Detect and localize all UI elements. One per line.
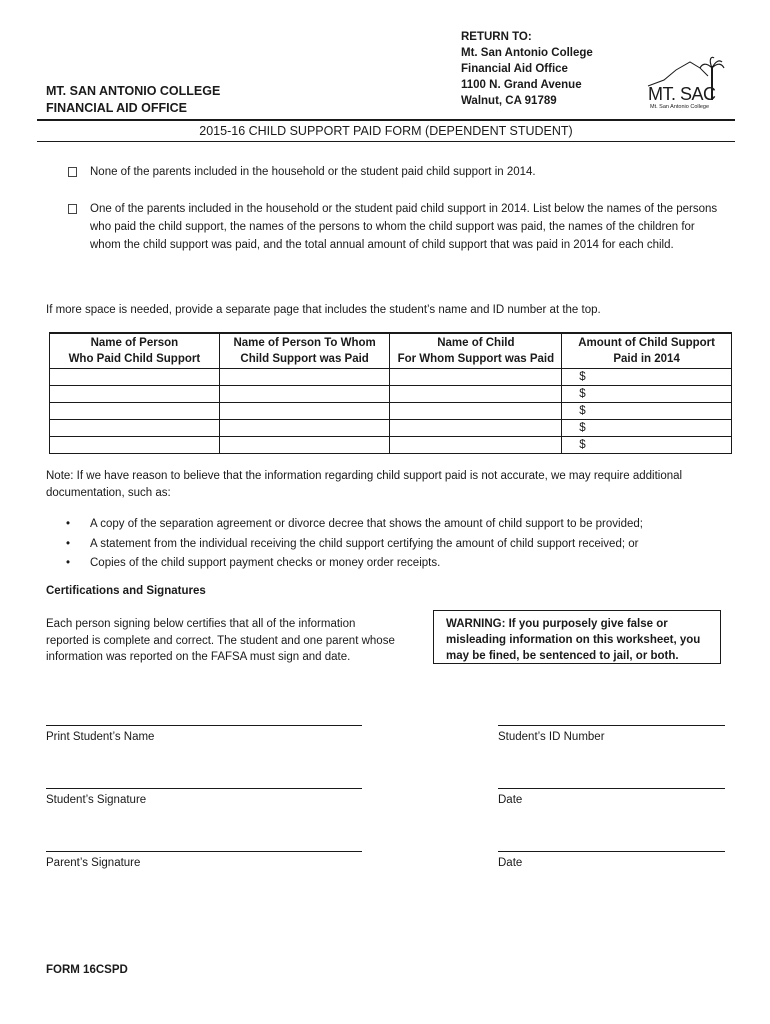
certifications-text: Each person signing below certifies that all of the information reported is complete and correct. The student and one parent whose information was reported on the FAFSA must sign and date. [46,618,395,663]
col-header-child: Name of Child For Whom Support was Paid [390,333,562,369]
option-no-support-text: None of the parents included in the household or the student paid child support in 2014. [90,166,536,178]
child-cell[interactable] [390,369,562,386]
amount-cell[interactable]: $ [562,369,732,386]
return-to-label: RETURN TO: [461,31,532,43]
checkbox-no-support[interactable] [68,167,77,177]
parent-signature-line[interactable] [46,851,362,852]
recipient-cell[interactable] [219,386,390,403]
return-address-line: Walnut, CA 91789 [461,95,557,107]
payer-cell[interactable] [50,369,220,386]
college-heading [46,83,220,117]
payer-cell[interactable] [50,403,220,420]
title-rule [37,141,735,142]
child-cell[interactable] [390,437,562,454]
parent-signature-label: Parent’s Signature [46,857,141,869]
checkbox-support-paid[interactable] [68,204,77,214]
student-id-label: Student’s ID Number [498,731,605,743]
student-signature-label: Student’s Signature [46,794,147,806]
certifications-heading: Certifications and Signatures [46,585,206,597]
header-rule [37,119,735,121]
parent-date-line[interactable] [498,851,725,852]
child-cell[interactable] [390,420,562,437]
warning-box: WARNING: If you purposely give false or misleading information on this worksheet, you may be fined, be sentenced to jail, or both. [433,610,721,664]
amount-cell[interactable]: $ [562,386,732,403]
child-support-table [49,332,732,454]
return-to-address [461,29,593,109]
student-name-label: Print Student’s Name [46,731,155,743]
recipient-cell[interactable] [219,403,390,420]
return-address-line: 1100 N. Grand Avenue [461,79,582,91]
list-item: • A statement from the individual receiving the child support certifying the amount of child support received; or [46,535,726,555]
parent-date-label: Date [498,857,523,869]
mt-sac-logo [646,56,736,110]
logo-sub-text: Mt. San Antonio College [650,104,710,110]
documentation-list [46,515,726,574]
student-signature-line[interactable] [46,788,362,789]
amount-cell[interactable]: $ [562,437,732,454]
amount-cell[interactable]: $ [562,420,732,437]
form-title: 2015-16 CHILD SUPPORT PAID FORM (DEPENDENT STUDENT) [199,124,573,138]
return-address-line: Mt. San Antonio College [461,47,593,59]
table-row [50,386,732,403]
table-header-row [50,333,732,369]
bullet-icon: • [66,537,71,550]
student-date-label: Date [498,794,523,806]
logo-main-text: MT. SAC [648,84,716,104]
table-row [50,420,732,437]
student-date-line[interactable] [498,788,725,789]
student-id-line[interactable] [498,725,725,726]
space-note: If more space is needed, provide a separate page that includes the student’s name and ID number at the top. [46,304,601,316]
college-name: MT. SAN ANTONIO COLLEGE [46,84,221,98]
recipient-cell[interactable] [219,420,390,437]
col-header-recipient: Name of Person To Whom Child Support was Paid [219,333,390,369]
amount-cell[interactable]: $ [562,403,732,420]
option-support-paid-text: One of the parents included in the household or the student paid child support in 2014. List below the names of the persons who paid the child support, the names of the persons to whom the child support was paid, the names of the children for whom the child support was paid, and the total annual amount of child support that was paid in 2014 for each child. [90,203,718,251]
form-id: FORM 16CSPD [46,964,128,976]
col-header-amount: Amount of Child Support Paid in 2014 [562,333,732,369]
payer-cell[interactable] [50,420,220,437]
payer-cell[interactable] [50,386,220,403]
payer-cell[interactable] [50,437,220,454]
recipient-cell[interactable] [219,369,390,386]
mountain-outline-icon [648,62,708,86]
bullet-icon: • [66,518,71,530]
table-row [50,403,732,420]
recipient-cell[interactable] [219,437,390,454]
child-cell[interactable] [390,403,562,420]
table-row [50,437,732,454]
student-name-line[interactable] [46,725,362,726]
list-item: • A copy of the separation agreement or divorce decree that shows the amount of child support to be provided; [46,515,726,535]
office-name: FINANCIAL AID OFFICE [46,101,187,115]
documentation-note: Note: If we have reason to believe that the information regarding child support paid is not accurate, we may require additional documentation, such as: [46,470,683,499]
table-row [50,369,732,386]
list-item: • Copies of the child support payment checks or money order receipts. [46,554,726,574]
bullet-icon: • [66,557,71,569]
return-address-line: Financial Aid Office [461,63,568,75]
col-header-payer: Name of Person Who Paid Child Support [50,333,220,369]
child-cell[interactable] [390,386,562,403]
